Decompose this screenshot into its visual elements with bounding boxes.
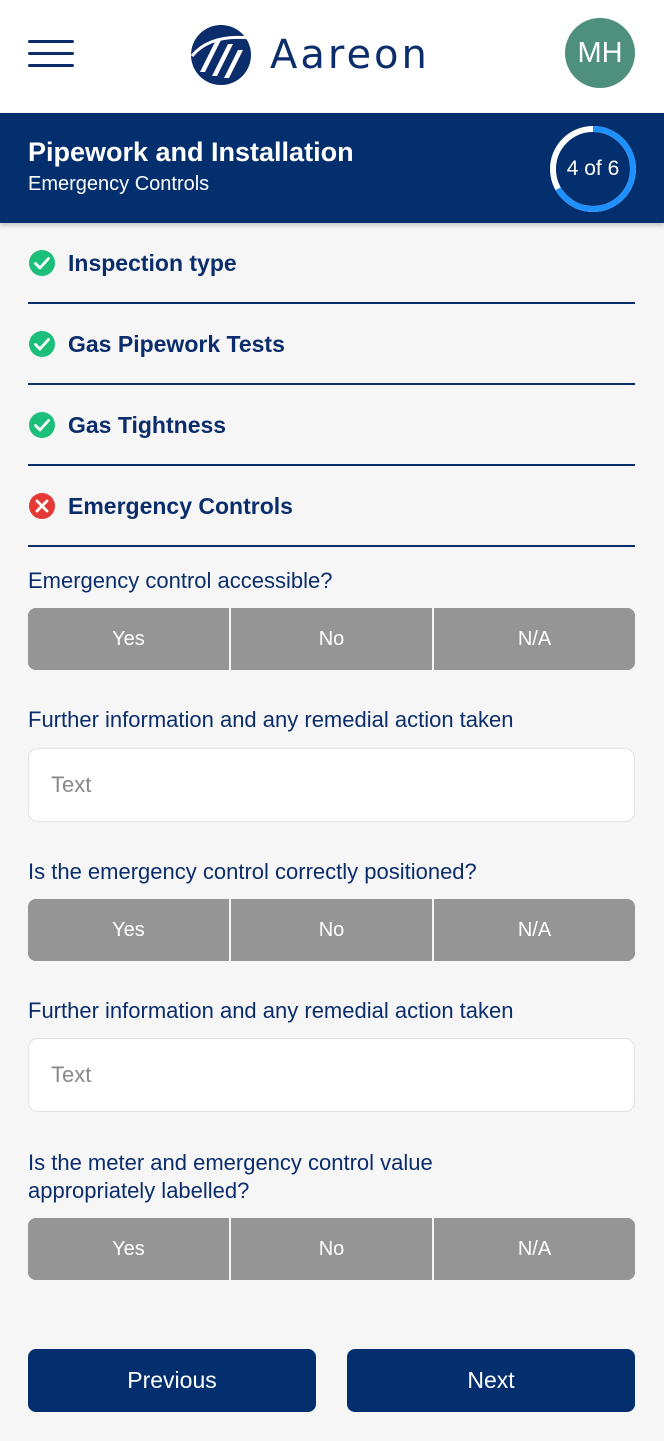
question-meter-appropriately-labelled: Is the meter and emergency control value appropriately labelled? (28, 1150, 433, 1203)
option-na-button[interactable]: N/A (432, 899, 635, 961)
previous-button[interactable]: Previous (28, 1349, 316, 1412)
section-gas-pipework-tests[interactable] (28, 305, 635, 385)
brand-name: Aareon (270, 32, 430, 78)
next-button[interactable]: Next (347, 1349, 635, 1412)
section-label: Emergency Controls (68, 492, 293, 519)
page-header-banner (0, 113, 664, 223)
option-no-button[interactable]: No (229, 1218, 432, 1280)
hamburger-menu-icon[interactable] (28, 40, 74, 68)
option-yes-button[interactable]: Yes (28, 899, 229, 961)
option-no-button[interactable]: No (229, 899, 432, 961)
aareon-logo-mark-icon (190, 24, 252, 86)
brand-logo (190, 24, 430, 86)
check-circle-icon (28, 249, 56, 277)
answer-segmented-control (28, 899, 635, 961)
x-circle-icon (28, 492, 56, 520)
progress-label: 4 of 6 (566, 157, 620, 180)
user-avatar[interactable]: MH (565, 18, 635, 88)
further-information-label: Further information and any remedial action taken (28, 707, 514, 732)
question-emergency-control-accessible: Emergency control accessible? (28, 568, 333, 593)
option-yes-button[interactable]: Yes (28, 608, 229, 670)
check-circle-icon (28, 411, 56, 439)
option-na-button[interactable]: N/A (432, 1218, 635, 1280)
option-na-button[interactable]: N/A (432, 608, 635, 670)
option-no-button[interactable]: No (229, 608, 432, 670)
answer-segmented-control (28, 608, 635, 670)
check-circle-icon (28, 330, 56, 358)
top-app-bar (0, 0, 664, 112)
option-yes-button[interactable]: Yes (28, 1218, 229, 1280)
page-subtitle: Emergency Controls (28, 173, 210, 195)
section-inspection-type[interactable] (28, 224, 635, 304)
answer-segmented-control (28, 1218, 635, 1280)
section-gas-tightness[interactable] (28, 386, 635, 466)
page-title: Pipework and Installation (28, 137, 354, 167)
section-label: Gas Pipework Tests (68, 330, 285, 357)
further-information-label: Further information and any remedial action taken (28, 998, 514, 1023)
further-information-input[interactable] (28, 1038, 635, 1112)
question-emergency-control-positioned: Is the emergency control correctly positioned? (28, 859, 477, 884)
further-information-input[interactable] (28, 748, 635, 822)
section-emergency-controls[interactable] (28, 467, 635, 547)
section-label: Inspection type (68, 249, 237, 276)
section-label: Gas Tightness (68, 411, 227, 438)
